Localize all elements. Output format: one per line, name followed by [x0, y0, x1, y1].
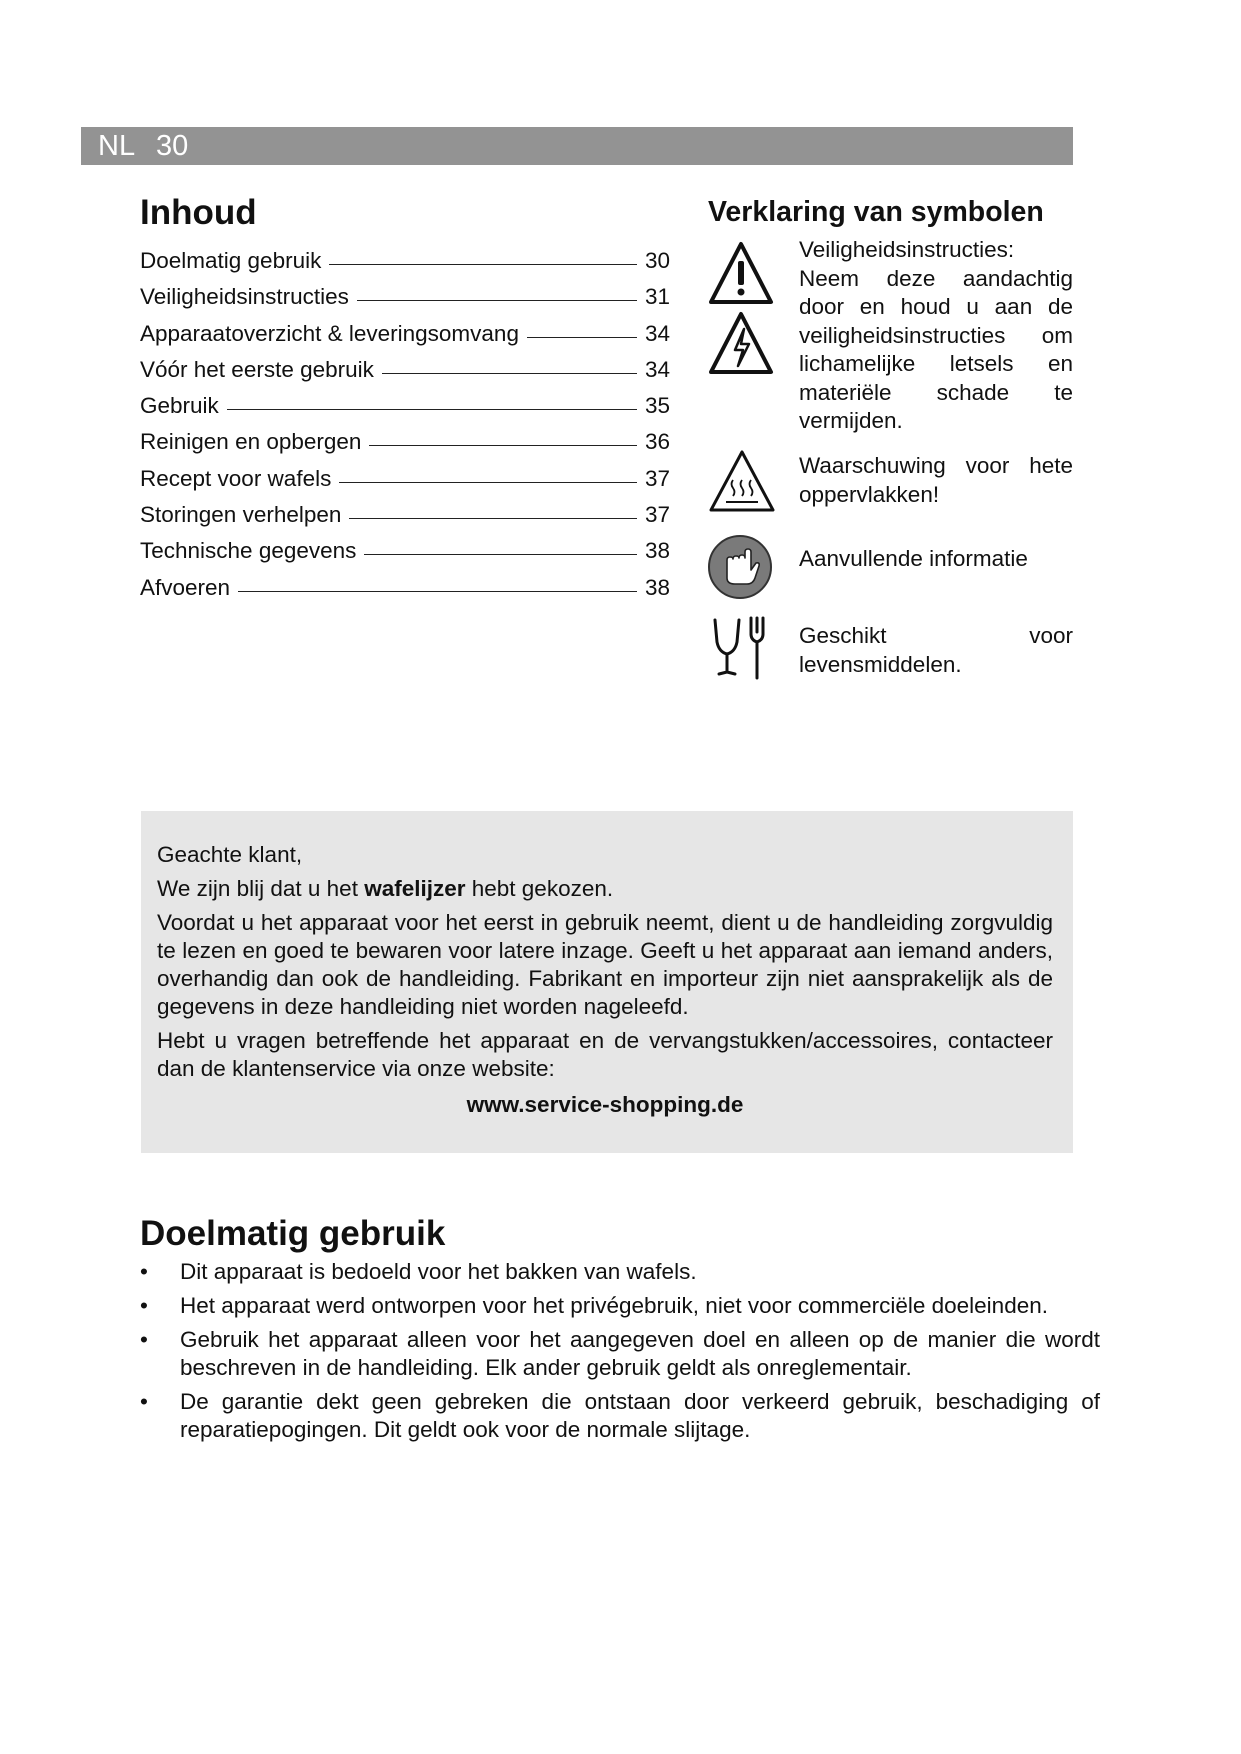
section-title: Doelmatig gebruik — [140, 1214, 446, 1253]
hot-surface-icon — [707, 448, 777, 514]
toc-leader — [369, 445, 637, 446]
toc-row[interactable] — [140, 466, 670, 502]
notice-intro: We zijn blij dat u het wafelijzer hebt gekozen. — [157, 876, 614, 901]
symbol-description: Geschikt voor levensmiddelen. — [799, 623, 1073, 677]
toc-row[interactable] — [140, 429, 670, 465]
symbols-title: Verklaring van symbolen — [708, 196, 1044, 228]
electric-shock-icon — [707, 310, 775, 376]
toc-label: Technische gegevens — [140, 538, 357, 564]
toc-page: 38 — [644, 574, 670, 600]
toc-title: Inhoud — [140, 193, 257, 232]
toc-page: 34 — [644, 320, 670, 346]
toc-label: Doelmatig gebruik — [140, 248, 322, 273]
toc-row[interactable] — [140, 393, 670, 429]
toc-leader — [382, 373, 637, 374]
toc-leader — [238, 591, 637, 592]
symbol-description: Veiligheidsinstructies: Neem deze aandachtig door en houd u aan de veiligheidsinstructies om lichamelijke letsels en materiële schade te vermijden. — [799, 237, 1073, 433]
customer-notice-box — [141, 811, 1073, 1153]
hand-info-icon — [707, 534, 773, 600]
list-item: • Het apparaat werd ontworpen voor het privégebruik, niet voor commerciële doeleinden. — [140, 1292, 1100, 1320]
toc-leader — [357, 300, 637, 301]
warning-triangle-icon — [707, 240, 775, 306]
symbol-description: Aanvullende informatie — [799, 546, 1028, 571]
notice-greeting: Geachte klant, — [157, 842, 303, 867]
toc-label: Veiligheidsinstructies — [140, 284, 349, 310]
toc-leader — [227, 409, 637, 410]
toc-leader — [527, 337, 637, 338]
toc-label: Afvoeren — [140, 574, 231, 600]
toc-page: 35 — [644, 393, 670, 419]
symbol-description: Waarschuwing voor hete oppervlakken! — [799, 453, 1073, 507]
toc-page: 37 — [644, 502, 670, 528]
toc-row[interactable] — [140, 357, 670, 393]
toc-row[interactable] — [140, 248, 670, 284]
toc-page: 37 — [644, 465, 670, 491]
food-safe-icon — [707, 614, 773, 682]
toc-label: Apparaatoverzicht & leveringsomvang — [140, 320, 519, 346]
website-link[interactable]: www.service-shopping.de — [466, 1092, 744, 1117]
toc-leader — [349, 518, 637, 519]
toc-label: Storingen verhelpen — [140, 502, 342, 528]
toc-page: 34 — [644, 356, 670, 382]
toc-page: 38 — [644, 538, 670, 564]
toc-label: Recept voor wafels — [140, 465, 332, 491]
usage-bullet-list — [140, 1258, 1100, 1450]
toc-label: Vóór het eerste gebruik — [140, 356, 374, 382]
notice-paragraph: Hebt u vragen betreffende het apparaat en de vervangstukken/accessoires, contacteer dan de klantenservice via onze website: — [157, 1028, 1053, 1081]
toc-page: 30 — [644, 248, 670, 273]
toc-label: Gebruik — [140, 393, 219, 419]
toc-row[interactable] — [140, 502, 670, 538]
table-of-contents — [140, 248, 670, 611]
notice-paragraph: Voordat u het apparaat voor het eerst in gebruik neemt, dient u de handleiding zorgvuldig te lezen en goed te bewaren voor latere inzage. Geeft u het apparaat aan iemand anders, overhandig dan ook de handleiding. Fabrikant en importeur zijn niet aansprakelijk als de gegevens in deze handleiding niet worden nageleefd. — [157, 910, 1053, 1019]
toc-leader — [364, 554, 637, 555]
toc-row[interactable] — [140, 321, 670, 357]
page-number: 30 — [156, 130, 189, 162]
list-item: • De garantie dekt geen gebreken die ontstaan door verkeerd gebruik, beschadiging of reparatiepogingen. Dit geldt ook voor de normale slijtage. — [140, 1388, 1100, 1444]
list-item: • Gebruik het apparaat alleen voor het aangegeven doel en alleen op de manier die wordt beschreven in de handleiding. Elk ander gebruik geldt als onreglementair. — [140, 1326, 1100, 1382]
toc-leader — [339, 482, 637, 483]
toc-row[interactable] — [140, 284, 670, 320]
list-item: • Dit apparaat is bedoeld voor het bakken van wafels. — [140, 1258, 1100, 1286]
page-header-bar — [81, 127, 1073, 165]
toc-label: Reinigen en opbergen — [140, 429, 362, 455]
toc-row[interactable] — [140, 575, 670, 611]
toc-row[interactable] — [140, 538, 670, 574]
toc-leader — [329, 264, 637, 265]
toc-page: 31 — [644, 284, 670, 310]
product-name: wafelijzer — [364, 876, 466, 901]
language-code: NL — [98, 130, 136, 162]
toc-page: 36 — [644, 429, 670, 455]
